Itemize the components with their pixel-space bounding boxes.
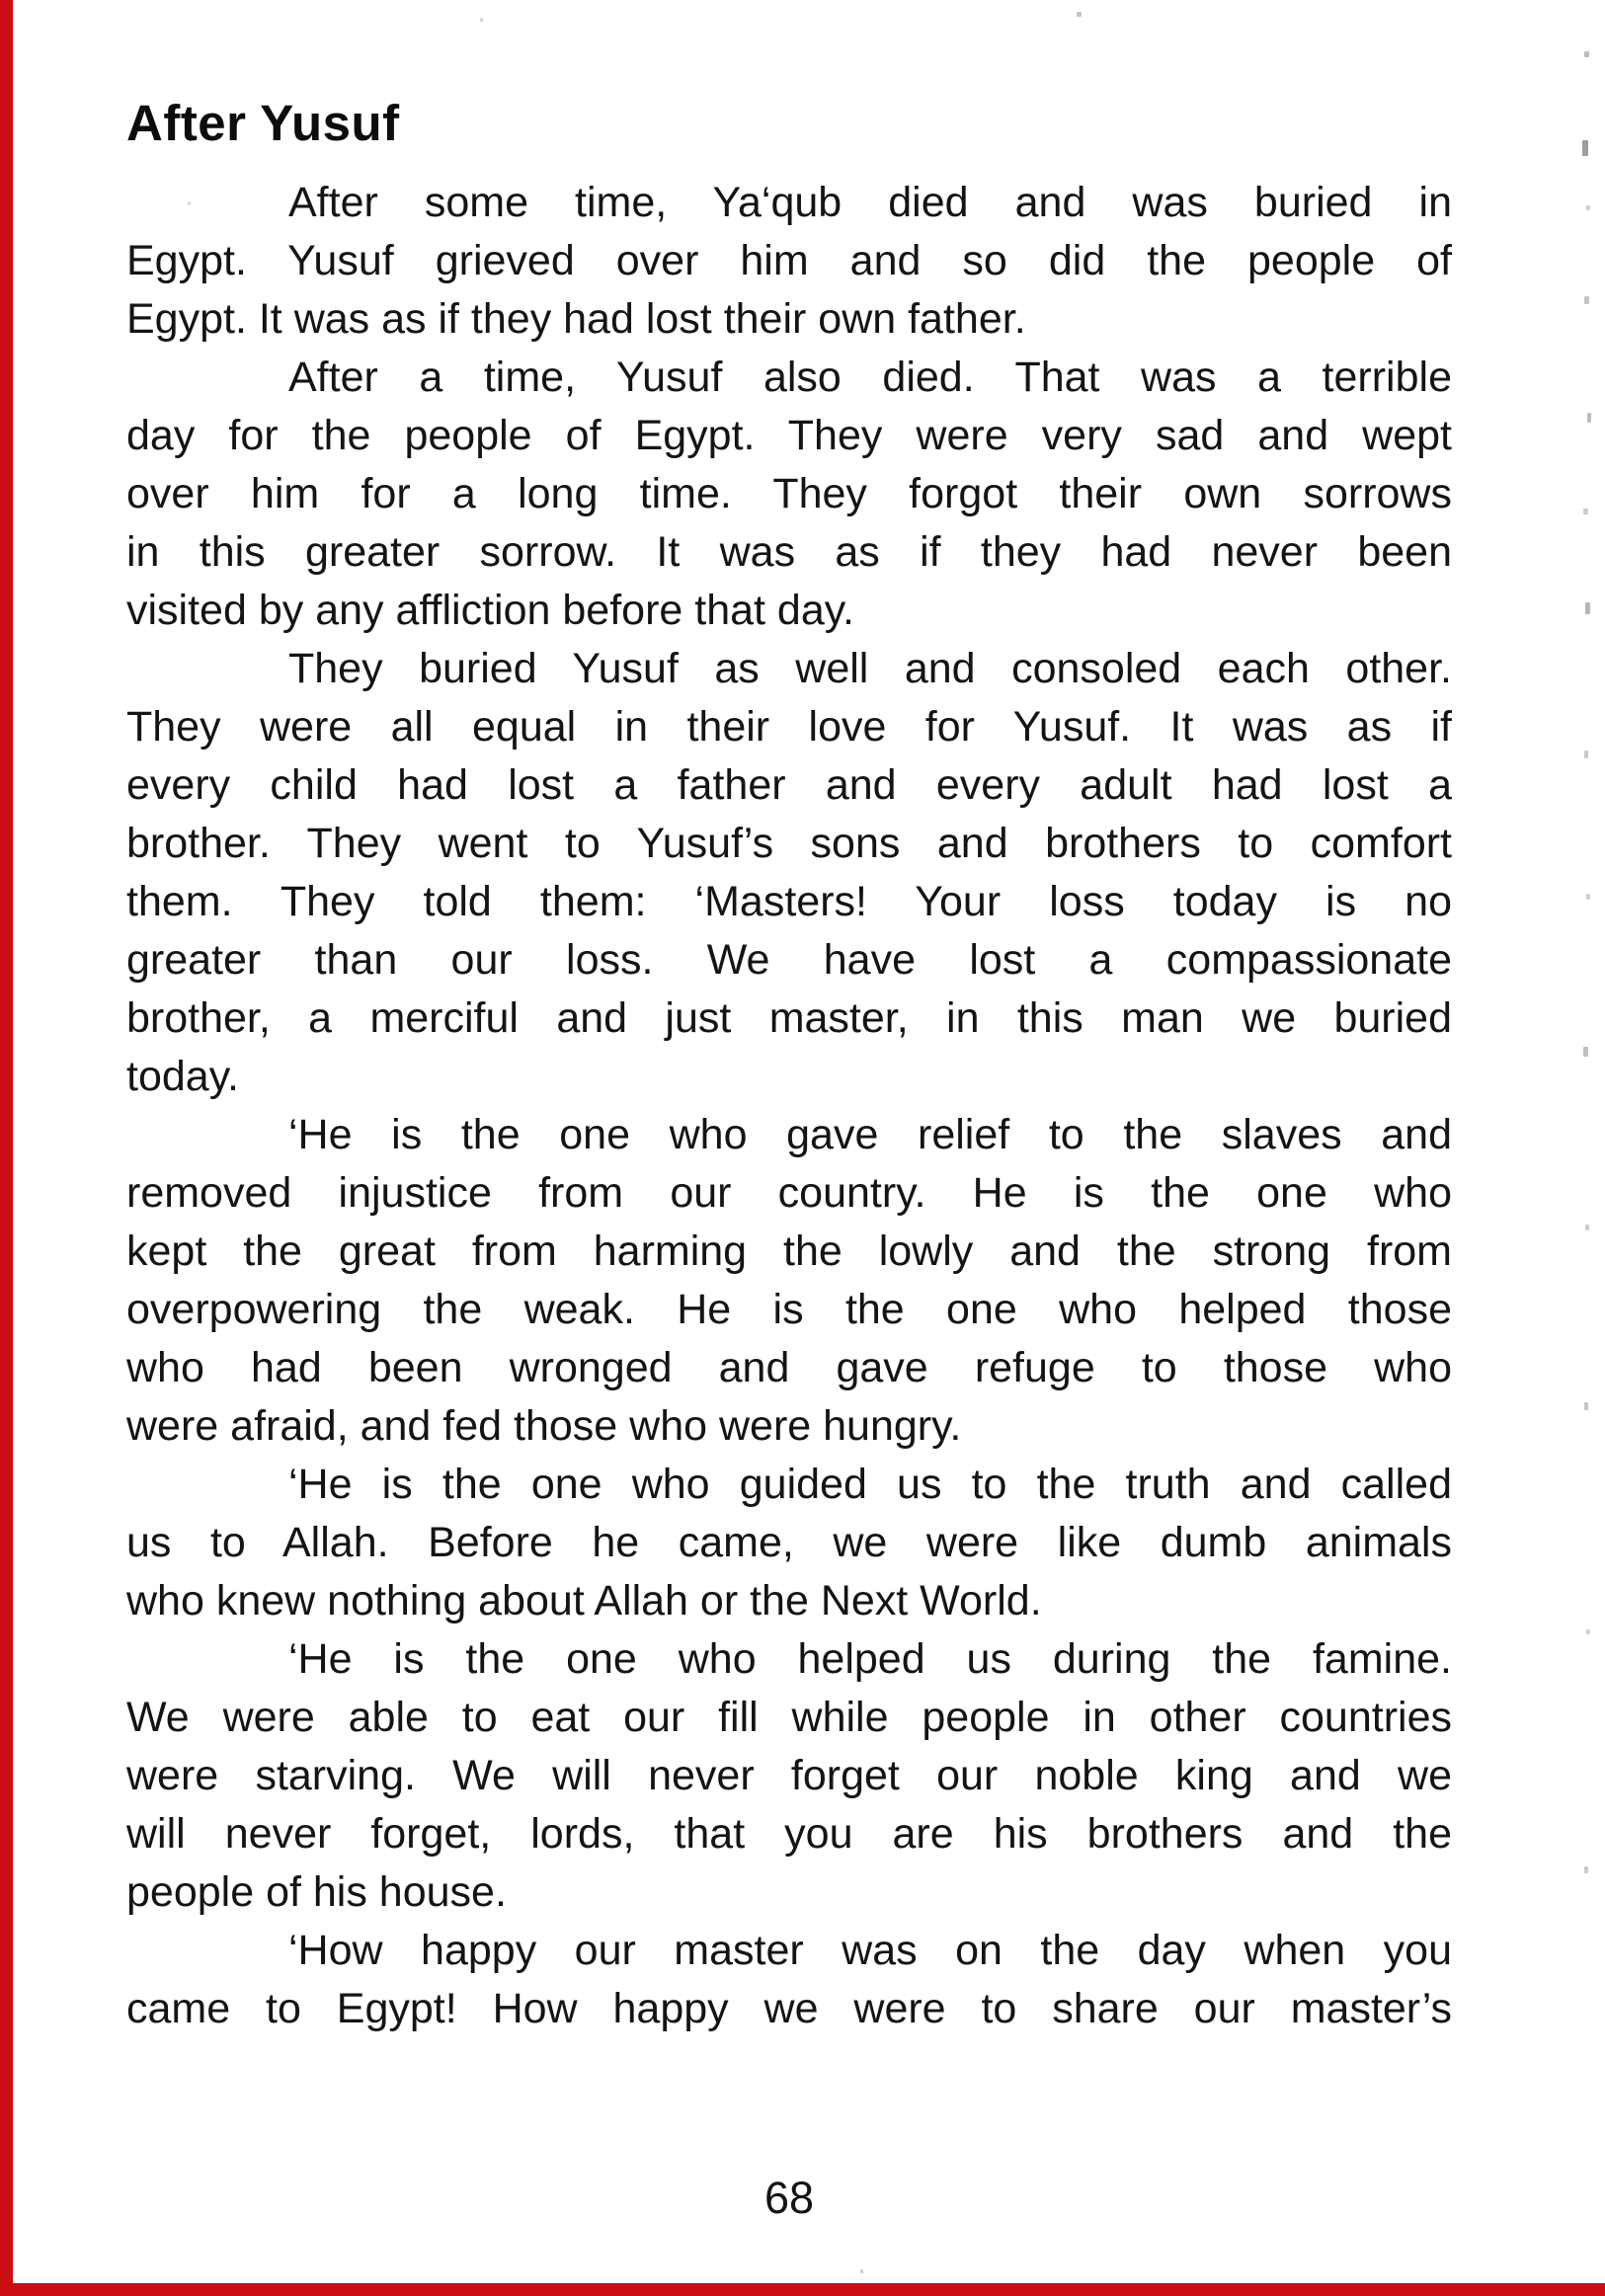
text-line: ‘He is the one who helped us during the famine. (288, 1635, 1452, 1683)
text-line: in this greater sorrow. It was as if they had never been (126, 528, 1452, 576)
text-line: people of his house. (126, 1868, 507, 1916)
text-line: ‘He is the one who guided us to the truth and called (288, 1461, 1452, 1508)
scan-edge-left (0, 0, 13, 2296)
text-line: us to Allah. Before he came, we were like dumb animals (126, 1519, 1452, 1566)
text-line: Egypt. Yusuf grieved over him and so did the people of (126, 237, 1452, 284)
text-line: Egypt. It was as if they had lost their own father. (126, 295, 1026, 343)
text-line: greater than our loss. We have lost a compassionate (126, 936, 1452, 984)
text-line: over him for a long time. They forgot their own sorrows (126, 470, 1452, 517)
scan-speck (1587, 413, 1591, 423)
text-line: visited by any affliction before that day. (126, 587, 855, 634)
scan-speck (1585, 602, 1590, 614)
scan-speck (188, 201, 191, 205)
text-line: came to Egypt! How happy we were to share our master’s (126, 1985, 1452, 2032)
text-line: We were able to eat our fill while people in other countries (126, 1694, 1452, 1741)
scan-speck (1584, 1402, 1588, 1410)
page-number: 68 (763, 2173, 815, 2223)
text-line: brother, a merciful and just master, in this man we buried (126, 994, 1452, 1042)
scan-speck (1586, 894, 1590, 900)
text-line: every child had lost a father and every adult had lost a (126, 761, 1452, 809)
scan-speck (1584, 1866, 1588, 1873)
scan-speck (1582, 140, 1588, 156)
text-line: were afraid, and fed those who were hungry. (126, 1402, 962, 1450)
scan-speck (1585, 1225, 1589, 1230)
text-line: who had been wronged and gave refuge to those who (126, 1344, 1452, 1391)
section-title: After Yusuf (126, 95, 400, 151)
scan-speck (1583, 509, 1588, 515)
scan-speck (480, 18, 483, 22)
text-line: were starving. We will never forget our noble king and we (126, 1752, 1452, 1799)
text-line: They were all equal in their love for Yusuf. It was as if (126, 703, 1452, 751)
text-line: They buried Yusuf as well and consoled each other. (288, 645, 1452, 692)
scan-speck (860, 2269, 863, 2273)
text-line: who knew nothing about Allah or the Next World. (126, 1577, 1042, 1624)
scan-speck (1584, 751, 1588, 758)
scan-speck (1586, 205, 1590, 210)
scan-edge-bottom (0, 2283, 1605, 2296)
text-line: them. They told them: ‘Masters! Your loss today is no (126, 878, 1452, 925)
body-text (126, 174, 1452, 2038)
scan-speck (1077, 12, 1082, 17)
text-line: After a time, Yusuf also died. That was a terrible (288, 354, 1452, 401)
text-line: day for the people of Egypt. They were very sad and wept (126, 412, 1452, 459)
scan-speck (1584, 51, 1589, 57)
text-line: ‘He is the one who gave relief to the slaves and (288, 1111, 1452, 1158)
text-line: removed injustice from our country. He is the one who (126, 1169, 1452, 1217)
text-line: will never forget, lords, that you are his brothers and the (126, 1810, 1452, 1858)
scan-speck (1584, 296, 1589, 304)
text-line: overpowering the weak. He is the one who helped those (126, 1286, 1452, 1333)
text-line: After some time, Ya‘qub died and was buried in (288, 179, 1452, 226)
text-line: kept the great from harming the lowly and the strong from (126, 1227, 1452, 1275)
text-line: today. (126, 1053, 239, 1100)
scan-speck (1586, 1629, 1590, 1634)
text-line: ‘How happy our master was on the day when you (288, 1927, 1452, 1974)
text-line: brother. They went to Yusuf’s sons and brothers to comfort (126, 820, 1452, 867)
scan-speck (1583, 1047, 1588, 1057)
